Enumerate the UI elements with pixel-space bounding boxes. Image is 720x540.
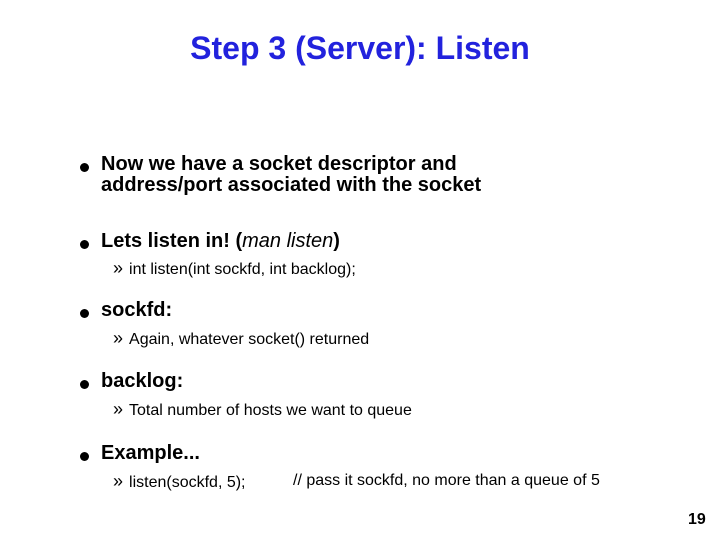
slide-title: Step 3 (Server): Listen: [190, 30, 530, 66]
bullet-line-2: address/port associated with the socket: [101, 174, 482, 196]
bullet-text-bold-end: ): [333, 230, 340, 252]
bullet-dot-icon: [80, 380, 89, 389]
page-number: 19: [688, 511, 706, 528]
sub-bullet-marker-icon: »: [113, 258, 124, 278]
bullet-sockfd: [80, 300, 680, 321]
bullet-listen: [80, 231, 680, 252]
bullet-example: [80, 443, 680, 464]
sub-bullet-backlog: [113, 399, 412, 421]
sub-bullet-text: Again, whatever socket() returned: [129, 331, 370, 348]
sub-bullet-marker-icon: »: [113, 471, 124, 491]
bullet-text: sockfd:: [101, 299, 173, 321]
bullet-text-italic: man listen: [242, 230, 334, 252]
bullet-line-1: Now we have a socket descriptor and: [101, 153, 457, 175]
bullet-text: Example...: [101, 442, 200, 464]
bullet-dot-icon: [80, 240, 89, 249]
sub-bullet-text: Total number of hosts we want to queue: [129, 402, 412, 419]
bullet-backlog: [80, 371, 680, 392]
bullet-dot-icon: [80, 309, 89, 318]
sub-bullet-marker-icon: »: [113, 328, 124, 348]
sub-bullet-listen-signature: [113, 258, 356, 280]
bullet-dot-icon: [80, 452, 89, 461]
bullet-text: [101, 231, 340, 252]
sub-bullet-example: [113, 471, 246, 493]
bullet-text: backlog:: [101, 370, 184, 392]
bullet-dot-icon: [80, 163, 89, 172]
code-comment: // pass it sockfd, no more than a queue of 5: [293, 472, 600, 489]
bullet-text-bold: Lets listen in! (: [101, 230, 243, 252]
bullet-socket-descriptor: [80, 154, 680, 196]
sub-bullet-sockfd: [113, 328, 369, 350]
sub-bullet-text: listen(sockfd, 5);: [129, 474, 246, 491]
sub-bullet-marker-icon: »: [113, 399, 124, 419]
sub-bullet-text: int listen(int sockfd, int backlog);: [129, 261, 356, 278]
bullet-text: [101, 154, 481, 196]
